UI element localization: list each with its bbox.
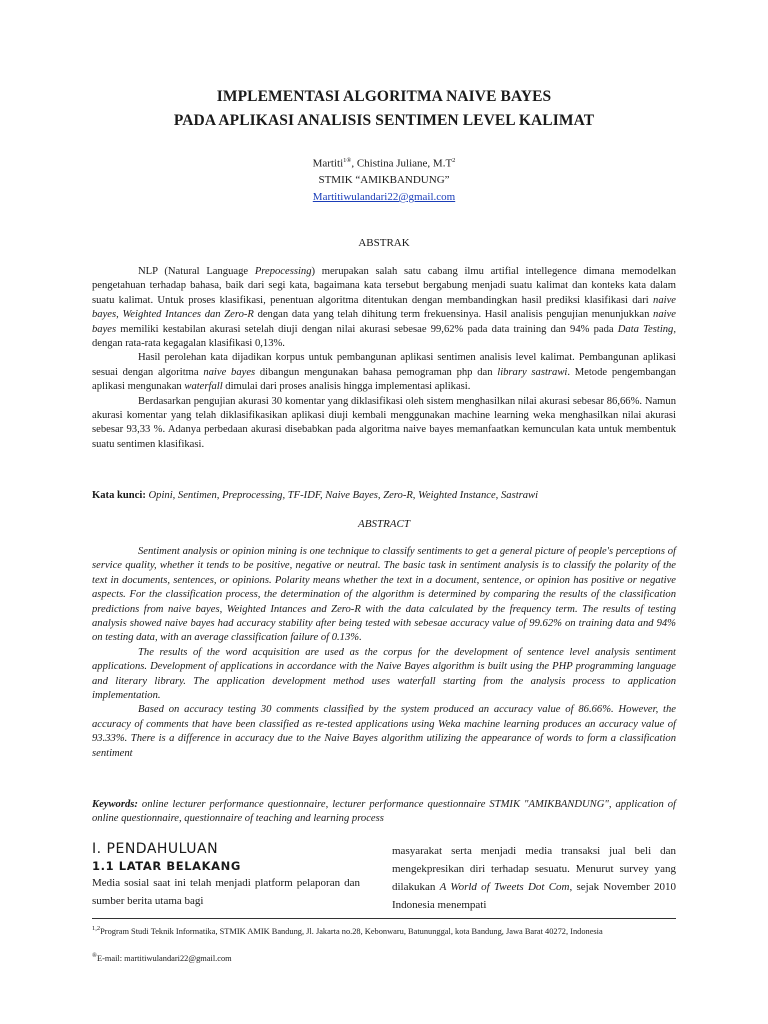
- keywords-line: [92, 798, 676, 827]
- text-run-italic: Data Testing,: [617, 323, 676, 335]
- text-run: ) merupakan salah satu cabang ilmu artifial intellegence dimana memodelkan pengetahuan terhadap bahasa, baik dari segi kata, bagaimana kata tersebut bergabung menjadi suatu kalimat dan konteks kata dalam suatu kalimat. Untuk proses klasifikasi, penentuan algoritma ditentukan dengan membandingkan hasil prediksi klasifikasi dari: [92, 266, 677, 306]
- text-run-italic: Prepocessing: [254, 266, 312, 277]
- text-run: , sejak November 2010 Indonesia menempati: [392, 881, 677, 911]
- author-name-1: Martiti: [312, 157, 344, 170]
- right-column: [392, 842, 676, 914]
- text-run-italic: A World of Tweets Dot Com: [439, 881, 570, 893]
- text-run-italic: naive bayes: [203, 366, 256, 378]
- abstract-paragraph-2: The results of the word acquisition are used as the corpus for the development of sentence level analysis sentiment applications. Development of applications in accordance with the Naive Bayes algorithm is built using the PHP programming language and literary library. The application development method uses waterfall starting from the analysis process to application implementation.: [92, 646, 676, 702]
- text-run-italic: naive bayes, Weighted Intances dan Zero-R: [92, 294, 676, 321]
- author-separator: ,: [351, 157, 357, 170]
- footnote-1-text: Program Studi Teknik Informatika, STMIK AMIK Bandung, Jl. Jakarta no.28, Kebonwaru, Batununggal, kota Bandung, Jawa Barat 40272, Indonesia: [100, 926, 603, 936]
- text-run: memiliki kestabilan akurasi setelah diuji dengan nilai akurasi sebesae 99,62% pada data training dan 94% pada: [116, 323, 618, 335]
- text-run: dibangun mengunakan bahasa pemograman php dan: [255, 366, 498, 378]
- abstract-heading: ABSTRACT: [358, 518, 410, 530]
- text-run: masyarakat serta menjadi media transaksi jual beli dan mengekpresikan diri terhadap sesuatu. Menurut survey yang dilakukan: [392, 845, 676, 893]
- email-link[interactable]: Martitiwulandari22@gmail.com: [312, 191, 456, 203]
- section-heading: I. PENDAHULUAN: [92, 841, 219, 857]
- author-name-2: Chistina Juliane, M.T: [356, 157, 453, 170]
- text-run: . Metode pengembangan aplikasi mengunakan: [92, 366, 676, 393]
- text-run: dimulai dari proses analisis hingga implementasi aplikasi.: [222, 381, 471, 393]
- abstract-paragraph-1: Sentiment analysis or opinion mining is one technique to classify sentiments to get a general picture of people's perceptions of service quality, whether it tends to be positive, negative or neutral. The basic task in sentiment analysis is to classify the polarity of the text in documents, sentences, or opinions. Polarity means whether the text in a document, sentence, or opinion has positive or negative aspects. For the classification process, the determination of the algorithm is determined by comparing the results of the classification predictions from naive bayes, Weighted Intances and Zero-R with the data calculated by the frequency term. The results of testing analysis showed naive bayes had accuracy stability after being tested with sebesae accuracy value of 99.62% on training data and 94% on testing data, with an average classification failure of 0.13%.: [92, 546, 676, 644]
- footnote-1: [92, 923, 676, 937]
- abstrak-body: [92, 265, 676, 452]
- institution: STMIK “AMIKBANDUNG”: [318, 174, 450, 186]
- text-run: dengan data yang telah dihitung term frekuensinya. Hasil analisis pengujian menunjukkan: [253, 309, 654, 321]
- footnote-1-marker: 1,2: [92, 925, 101, 932]
- text-run: dengan rata-rata kegagalan klasifikasi 0,13%.: [92, 338, 285, 350]
- keywords-text: online lecturer performance questionnaire, lecturer performance questionnaire STMIK "AMIKBANDUNG", application of online questionnaire, questionnaire of teaching and learning process: [92, 799, 676, 825]
- paper-title-line1: IMPLEMENTASI ALGORITMA NAIVE BAYES: [216, 88, 552, 105]
- text-run-italic: waterfall: [184, 381, 223, 393]
- abstrak-paragraph-2: [92, 351, 676, 394]
- subsection-heading: 1.1 LATAR BELAKANG: [92, 859, 241, 873]
- keywords-label: Keywords:: [92, 799, 138, 810]
- left-column-text: Media sosial saat ini telah menjadi platform pelaporan dan sumber berita utama bagi: [92, 877, 360, 907]
- text-run-italic: naive bayes: [92, 309, 676, 335]
- left-column: [92, 840, 360, 910]
- text-run: Hasil perolehan kata dijadikan korpus untuk pembangunan aplikasi sentimen analisis level kalimat. Pembangunan aplikasi sesuai dengan algoritma: [92, 352, 676, 378]
- kata-kunci-text: Opini, Sentimen, Preprocessing, TF-IDF, Naive Bayes, Zero-R, Weighted Instance, Sastrawi: [145, 490, 539, 501]
- email-line: [0, 191, 768, 203]
- abstract-body: [92, 545, 676, 761]
- abstrak-heading: ABSTRAK: [358, 237, 410, 249]
- footnote-rule: [92, 918, 676, 919]
- text-run: NLP (Natural Language: [138, 266, 255, 277]
- abstract-paragraph-3: Based on accuracy testing 30 comments classified by the system produced an accuracy value of 86.66%. However, the accuracy of comments that have been classified as re-tested applications using Weka machine learning produces an accuracy value of 93.33%. There is a difference in accuracy due to the Naive Bayes algorithm utilizing the appearance of words to form a classification sentiment: [92, 704, 676, 759]
- kata-kunci-label: Kata kunci:: [92, 490, 146, 501]
- footnote-2: [92, 950, 676, 964]
- author-line: [0, 157, 768, 170]
- text-run-italic: library sastrawi: [497, 366, 568, 378]
- author-sup-1: 1®: [343, 157, 352, 164]
- footnote-2-text: E-mail: martitiwulandari22@gmail.com: [96, 953, 232, 963]
- author-sup-2: 2: [452, 157, 456, 164]
- abstrak-paragraph-3: Berdasarkan pengujian akurasi 30 komentar yang diklasifikasi oleh sistem menghasilkan nilai akurasi sebesar 86,66%. Namun akurasi komentar yang telah diklasifikasikan aplikasi diuji kembali menggunakan machine learning weka menghasilkan nilai akurasi sebesar 93,33 %. Adanya perbedaan akurasi disebabkan pada algoritma naive bayes memanfaatkan kemunculan kata untuk membentuk suatu sentimen klasifikasi.: [92, 395, 676, 450]
- kata-kunci-line: [92, 489, 676, 503]
- abstrak-paragraph-1: [92, 265, 676, 351]
- footnote-2-marker: ®: [92, 952, 97, 959]
- paper-title-line2: PADA APLIKASI ANALISIS SENTIMEN LEVEL KALIMAT: [173, 112, 595, 129]
